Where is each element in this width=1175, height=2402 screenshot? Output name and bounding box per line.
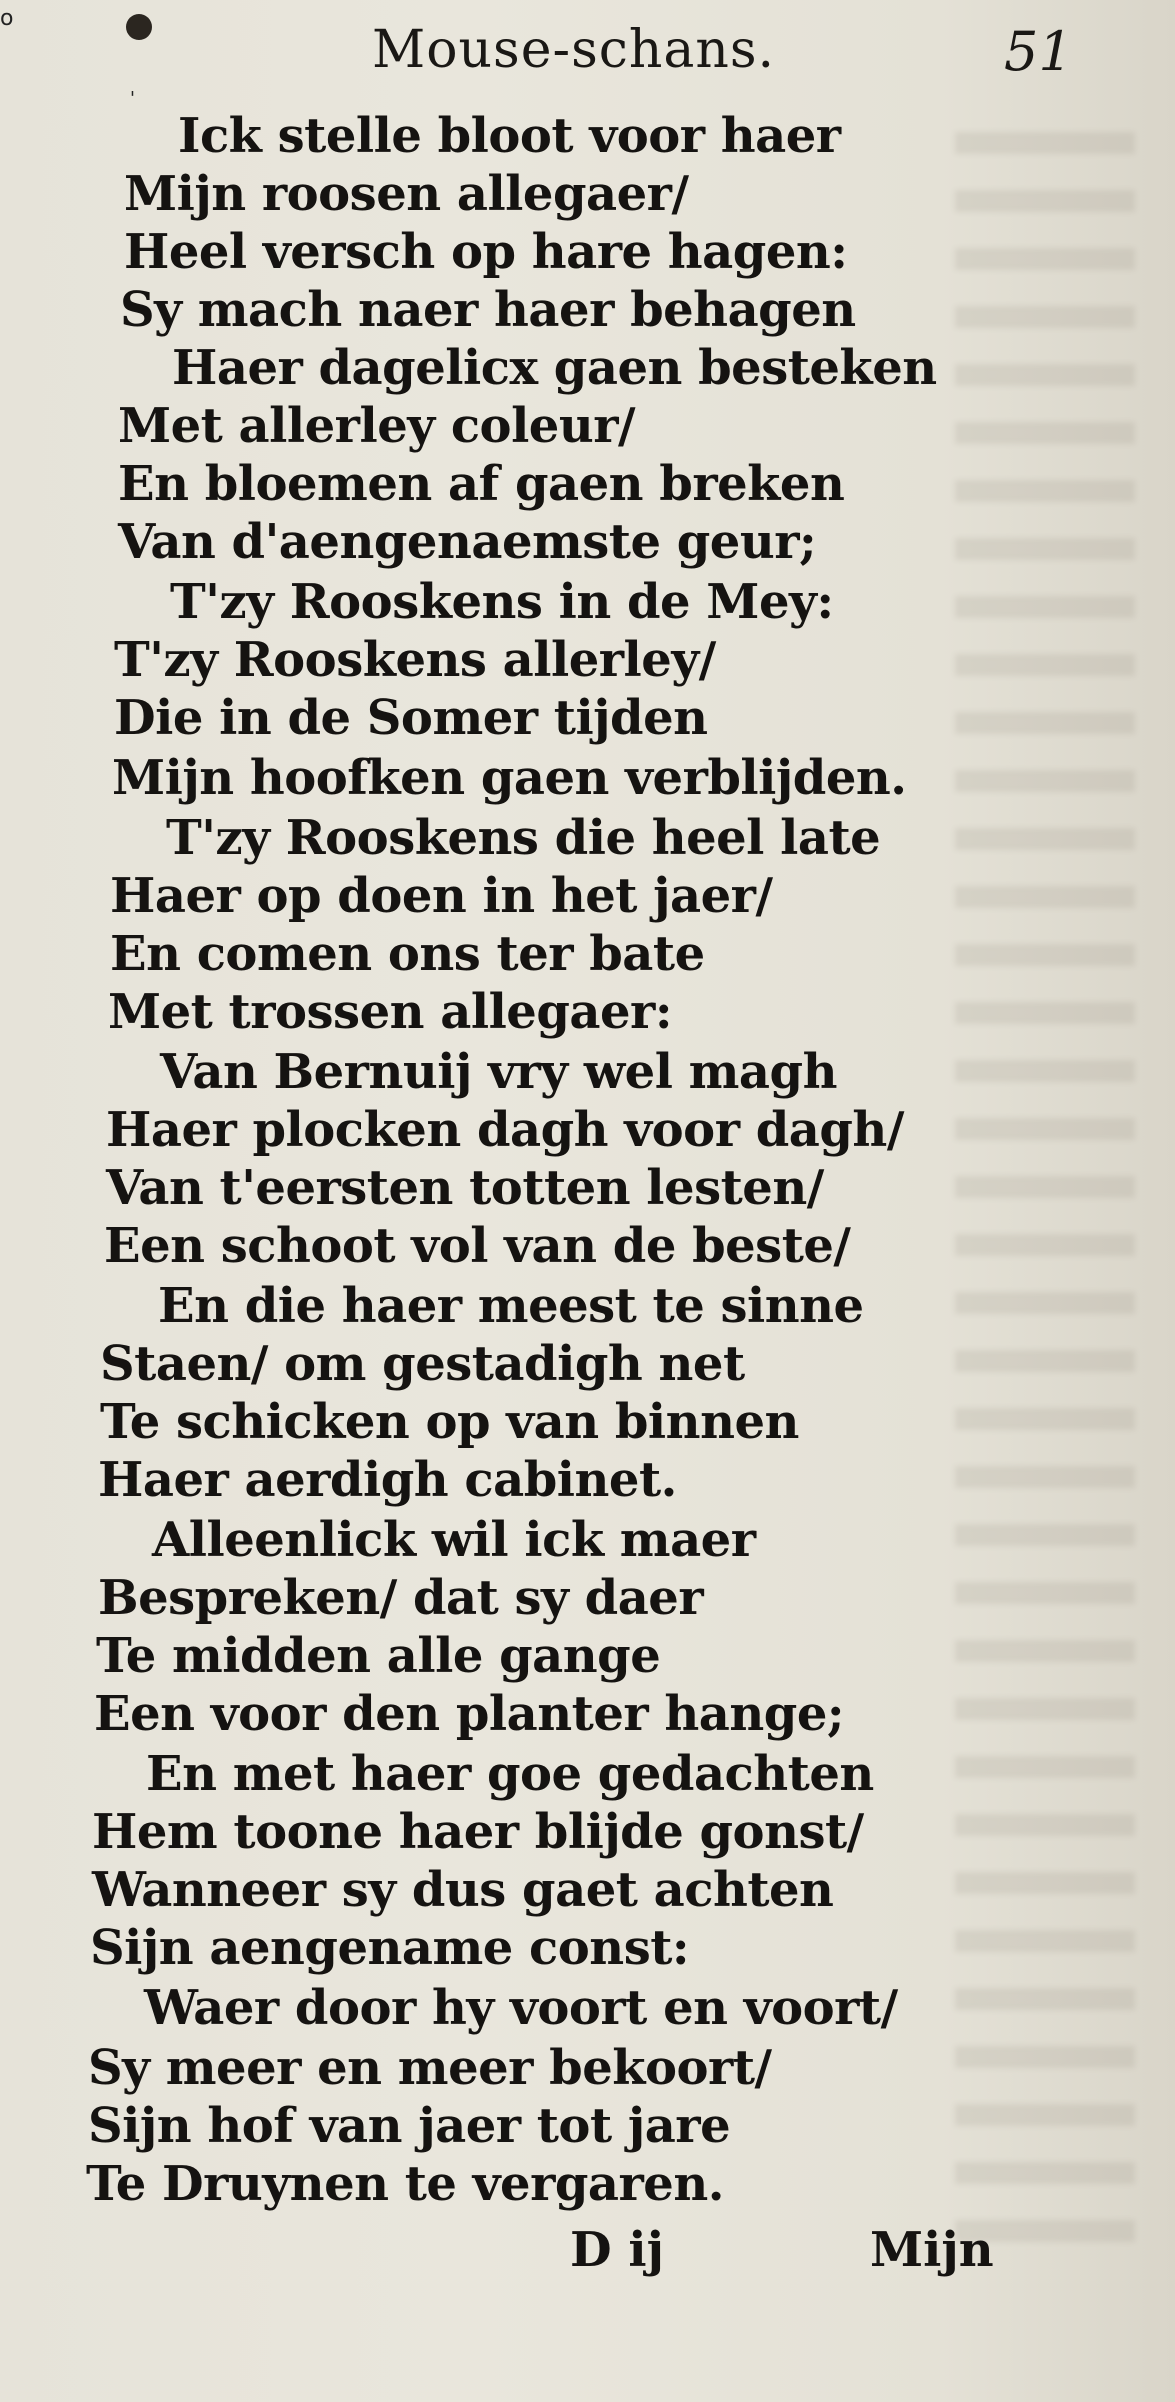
poem-line: Van d'aengenaemste geur; (118, 514, 817, 570)
poem-line: T'zy Rooskens in de Mey: (170, 574, 834, 630)
margin-tick-mark: ' (130, 88, 135, 109)
poem-line: Staen/ om gestadigh net (100, 1336, 745, 1392)
poem-line: Ick stelle bloot voor haer (178, 108, 841, 164)
poem-line: T'zy Rooskens allerley/ (114, 632, 716, 688)
poem-line: Te schicken op van binnen (100, 1394, 799, 1450)
poem-line: Met allerley coleur/ (118, 398, 636, 454)
poem-line: Haer plocken dagh voor dagh/ (106, 1102, 904, 1158)
poem-line: Een voor den planter hange; (94, 1686, 845, 1742)
poem-line: Sy mach naer haer behagen (120, 282, 856, 338)
poem-line: Een schoot vol van de beste/ (104, 1218, 851, 1274)
poem-line: Alleenlick wil ick maer (152, 1512, 756, 1568)
poem-line: En comen ons ter bate (110, 926, 705, 982)
poem-line: En die haer meest te sinne (158, 1278, 864, 1334)
page-hole (126, 14, 152, 40)
poem-line: Met trossen allegaer: (108, 984, 673, 1040)
poem-line: Mijn hoofken gaen verblijden. (112, 750, 907, 806)
poem-line: Bespreken/ dat sy daer (98, 1570, 704, 1626)
poem-line: Hem toone haer blijde gonst/ (92, 1804, 864, 1860)
poem-line: Haer dagelicx gaen besteken (172, 340, 937, 396)
page-number: 51 (1004, 20, 1073, 83)
poem-line: Van Bernuij vry wel magh (160, 1044, 837, 1100)
poem-line: Wanneer sy dus gaet achten (92, 1862, 834, 1918)
corner-mark: o (0, 6, 14, 31)
signature-mark: D ij (570, 2222, 664, 2278)
poem-line: Heel versch op hare hagen: (124, 224, 848, 280)
running-title: Mouse-schans. (372, 20, 776, 80)
poem-line: Van t'eersten totten lesten/ (106, 1160, 824, 1216)
poem-line: Sijn hof van jaer tot jare (88, 2098, 731, 2154)
catchword: Mijn (870, 2222, 994, 2278)
poem-line: En bloemen af gaen breken (118, 456, 845, 512)
poem-line: Sijn aengename const: (90, 1920, 690, 1976)
poem-line: Sy meer en meer bekoort/ (88, 2040, 772, 2096)
poem-line: Die in de Somer tijden (114, 690, 708, 746)
poem-line: T'zy Rooskens die heel late (166, 810, 881, 866)
show-through-bleed (955, 110, 1135, 2260)
poem-line: Waer door hy voort en voort/ (144, 1980, 898, 2036)
poem-line: Mijn roosen allegaer/ (124, 166, 689, 222)
poem-line: Haer op doen in het jaer/ (110, 868, 773, 924)
poem-line: Te midden alle gange (96, 1628, 661, 1684)
poem-line: Haer aerdigh cabinet. (98, 1452, 677, 1508)
poem-line: Te Druynen te vergaren. (86, 2156, 724, 2212)
poem-line: En met haer goe gedachten (146, 1746, 874, 1802)
